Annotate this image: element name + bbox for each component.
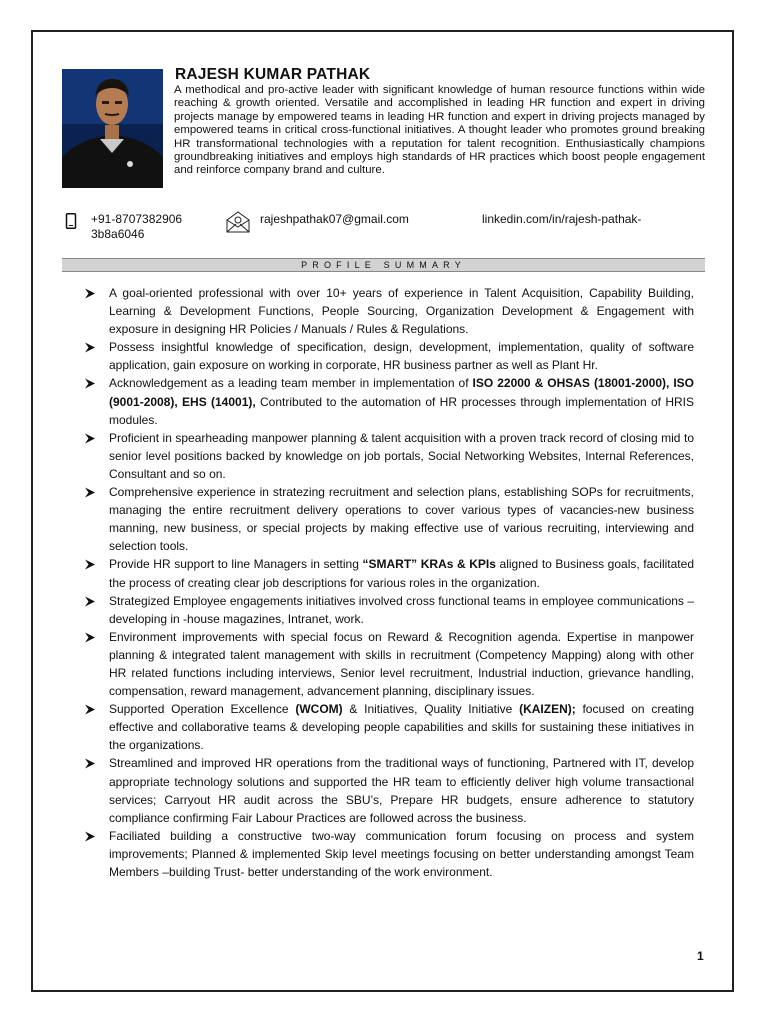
- page-number: 1: [697, 949, 704, 963]
- intro-summary: A methodical and pro-active leader with significant knowledge of human resource functions within wide reaching & growth oriented. Versatile and accomplished in leading HR function and expert in driving projects manage by empowered teams in leading HR function and expert in driving projects managed by empowered teams in critical cross-functional initiatives. A thought leader who promotes ground breaking HR transformational technologies with a reputation for talent recognition. Enthusiastically champions groundbreaking initiatives and employs high standards of HR practices which boost people engagement and reinforce company brand and culture.: [174, 84, 705, 177]
- bullet-text: Contributed to the automation of HR processes through implementation of HRIS modules.: [109, 394, 694, 427]
- summary-bullet: [84, 754, 694, 826]
- arrow-bullet-icon: [84, 596, 96, 607]
- bullet-bold-text: (KAIZEN);: [519, 702, 576, 717]
- profile-summary-list: [84, 284, 694, 881]
- bullet-text: Streamlined and improved HR operations from the traditional ways of functioning, Partnered with IT, develop appropriate technology solutions and supported the HR team to efficiently deliver high volume transactional services; Carryout HR audit across the SBU’s, Prepare HR budgets, ensure adherence to statutory compliance confirming Fair Labour Practices are followed across the business.: [109, 756, 694, 825]
- email-icon: [225, 210, 251, 238]
- bullet-bold-text: ISO 22000 & OHSAS (18001-2000), ISO (9001-2008), EHS (14001),: [109, 376, 694, 409]
- bullet-text: Faciliated building a constructive two-way communication forum focusing on process and system improvements; Planned & implemented Skip level meetings focusing on better understanding amongst Team Members –building Trust- better understanding of the work environment.: [109, 828, 694, 879]
- bullet-text: A goal-oriented professional with over 10+ years of experience in Talent Acquisition, Capability Building, Learning & Development Functions, People Sourcing, Organization Development & Engagement with exposure in designing HR Policies / Manuals / Rules & Regulations.: [109, 286, 694, 337]
- profile-summary-heading: PROFILE SUMMARY: [62, 258, 705, 272]
- candidate-name: RAJESH KUMAR PATHAK: [175, 66, 371, 83]
- summary-bullet: [84, 700, 694, 754]
- arrow-bullet-icon: [84, 378, 96, 389]
- summary-bullet: [84, 592, 694, 628]
- arrow-bullet-icon: [84, 288, 96, 299]
- arrow-bullet-icon: [84, 559, 96, 570]
- phone-icon: [65, 213, 77, 233]
- bullet-text: aligned to Business goals, facilitated the process of creating clear job descriptions for various roles in the organization.: [109, 557, 694, 590]
- arrow-bullet-icon: [84, 758, 96, 769]
- summary-bullet: [84, 827, 694, 881]
- bullet-text: Comprehensive experience in stratezing recruitment and selection plans, establishing SOPs for recruitments, managing the entire recruitment delivery operations to cover various types of vacancies-new business manning, new business, or special projects by making effective use of various recruiting, interviewing and selection tools.: [109, 485, 694, 554]
- bullet-bold-text: “SMART” KRAs & KPIs: [362, 557, 496, 572]
- profile-photo: [62, 69, 163, 188]
- bullet-bold-text: (WCOM): [295, 702, 343, 717]
- bullet-text: Acknowledgement as a leading team member in implementation of: [109, 376, 473, 391]
- phone-number[interactable]: +91-8707382906 3b8a6046: [91, 212, 183, 241]
- bullet-text: Supported Operation Excellence: [109, 702, 296, 717]
- summary-bullet: [84, 338, 694, 374]
- arrow-bullet-icon: [84, 704, 96, 715]
- bullet-text: & Initiatives, Quality Initiative: [342, 702, 520, 717]
- bullet-text: Strategized Employee engagements initiatives involved cross functional teams in employee communications –developing in -house magazines, Intranet, work.: [109, 593, 694, 626]
- bullet-text: Environment improvements with special focus on Reward & Recognition agenda. Expertise in manpower planning & integrated talent management with skills in recruitment (Competency Mapping) along with other HR related functions including interviews, Senior level recruitment, Industrial induction, grievance handling, compensation, reward management, advancement planning, disciplinary issues.: [109, 629, 694, 699]
- arrow-bullet-icon: [84, 487, 96, 498]
- arrow-bullet-icon: [84, 342, 96, 353]
- bullet-text: Provide HR support to line Managers in setting: [109, 557, 363, 572]
- summary-bullet: [84, 374, 694, 428]
- bullet-text: Proficient in spearheading manpower planning & talent acquisition with a proven track record of closing mid to senior level positions backed by knowledge on job portals, Social Networking Websites, Internal References, Consultant and so on.: [109, 430, 694, 481]
- bullet-text: focused on creating effective and collaborative teams & developing people capabilities and skills for sustaining these initiatives in the organizations.: [109, 702, 695, 753]
- summary-bullet: [84, 483, 694, 555]
- summary-bullet: [84, 284, 694, 338]
- summary-bullet: [84, 628, 694, 700]
- summary-bullet: [84, 555, 694, 591]
- arrow-bullet-icon: [84, 632, 96, 643]
- summary-bullet: [84, 429, 694, 483]
- bullet-text: Possess insightful knowledge of specification, design, development, implementation, quality of software application, gain exposure on working in corporate, HR business partner as well as Plant Hr.: [109, 340, 694, 373]
- arrow-bullet-icon: [84, 831, 96, 842]
- linkedin-url[interactable]: linkedin.com/in/rajesh-pathak-: [482, 212, 642, 226]
- email-address[interactable]: rajeshpathak07@gmail.com: [260, 212, 409, 226]
- arrow-bullet-icon: [84, 433, 96, 444]
